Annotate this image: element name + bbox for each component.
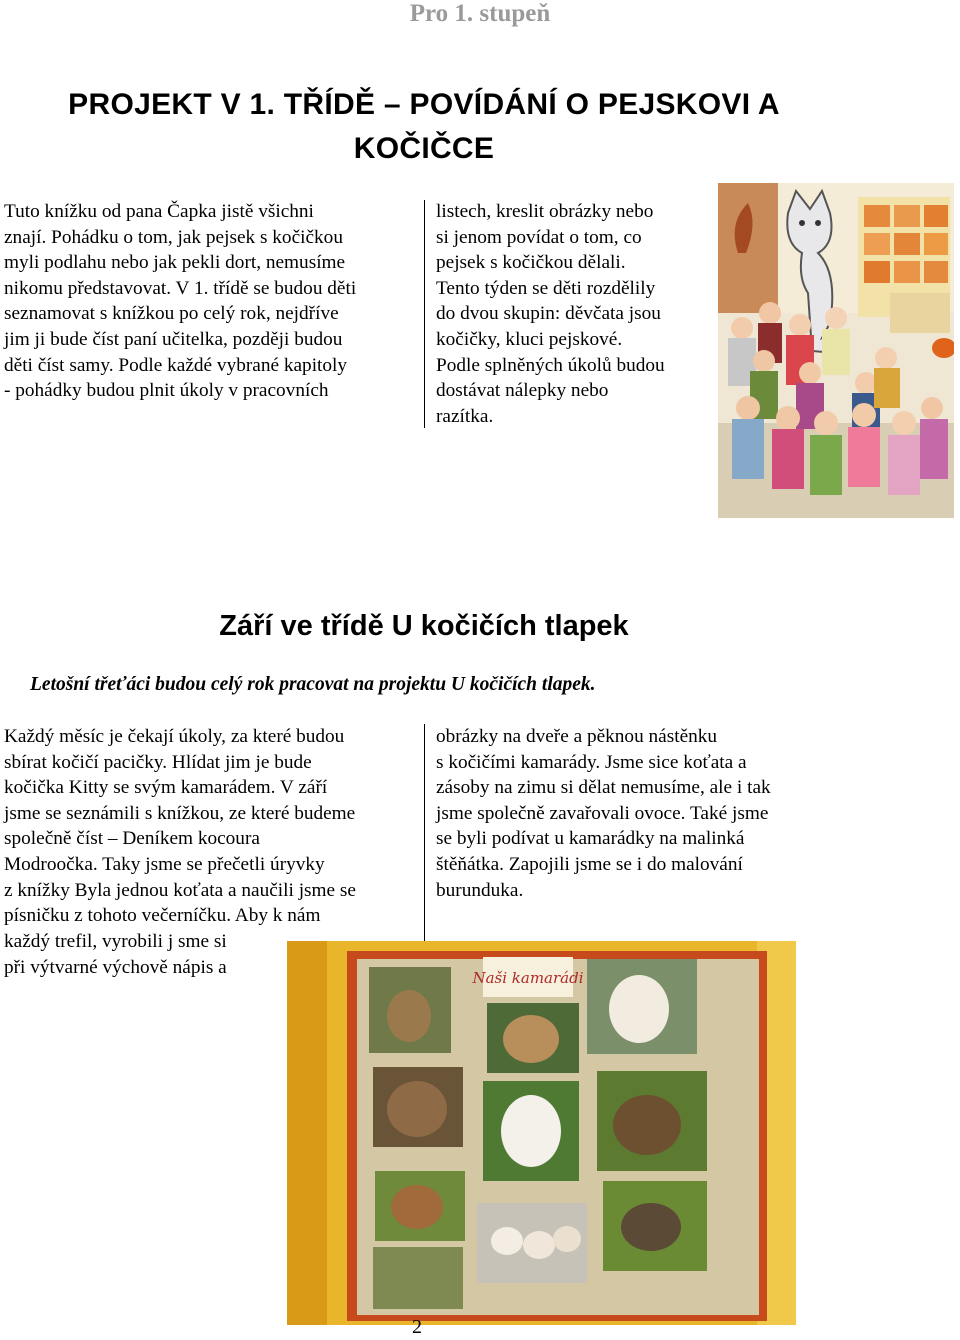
- text-line: seznamovat s knížkou po celý rok, nejdříve: [4, 303, 339, 325]
- section2-subtitle: Letošní třeťáci budou celý rok pracovat na projektu U kočičích tlapek.: [30, 674, 596, 695]
- page-number: 2: [412, 1316, 422, 1338]
- text-line: Tento týden se děti rozdělily: [436, 277, 656, 299]
- text-line: děti číst samy. Podle každé vybrané kapitoly: [4, 354, 348, 376]
- text-line: obrázky na dveře a pěknou nástěnku: [436, 726, 718, 747]
- text-line: Tuto knížku od pana Čapka jistě všichni: [4, 201, 314, 222]
- text-line: Podle splněných úkolů budou: [436, 354, 665, 376]
- section2-title: Září ve třídě U kočičích tlapek: [219, 610, 629, 642]
- text-line: myli podlahu nebo jak pekli dort, nemusíme: [4, 252, 346, 274]
- section2-left-column-tail: [4, 929, 274, 980]
- board-sign: Naši kamarádi: [472, 969, 584, 987]
- text-line: nikomu představovat. V 1. třídě se budou děti: [4, 277, 357, 299]
- text-line: kočičky, kluci pejskové.: [436, 328, 623, 350]
- text-line: kočička Kitty se svým kamarádem. V září: [4, 777, 328, 799]
- column-divider: [424, 724, 425, 942]
- section2-right-column: [436, 724, 836, 903]
- text-line: dostávat nálepky nebo: [436, 380, 609, 402]
- text-line: Modroočka. Taky jsme se přečetli úryvky: [4, 853, 325, 875]
- section1-title-line2: KOČIČCE: [353, 132, 495, 165]
- text-line: písničku z tohoto večerníčku. Aby k nám: [4, 905, 321, 927]
- text-line: při výtvarné výchově nápis a: [4, 956, 227, 978]
- text-line: burunduka.: [436, 879, 524, 901]
- text-line: - pohádky budou plnit úkoly v pracovních: [4, 380, 329, 402]
- text-line: z knížky Byla jednou koťata a naučili jsme se: [4, 879, 356, 901]
- text-line: zásoby na zimu si dělat nemusíme, ale i tak: [436, 777, 771, 799]
- text-line: každý trefil, vyrobili j sme si: [4, 931, 227, 952]
- class-photo: [718, 183, 954, 518]
- kitten-board-photo: [287, 941, 796, 1325]
- text-line: pejsek s kočičkou dělali.: [436, 252, 626, 274]
- text-line: razítka.: [436, 405, 494, 427]
- text-line: do dvou skupin: děvčata jsou: [436, 303, 661, 325]
- text-line: s kočičími kamarády. Jsme sice koťata a: [436, 751, 747, 773]
- text-line: jim ji bude číst paní učitelka, později budou: [4, 328, 343, 350]
- running-header: Pro 1. stupeň: [409, 0, 551, 27]
- text-line: sbírat kočičí pacičky. Hlídat jim je bude: [4, 751, 312, 773]
- text-line: znají. Pohádku o tom, jak pejsek s kočičkou: [4, 226, 343, 248]
- section1-title-line1: PROJEKT V 1. TŘÍDĚ – POVÍDÁNÍ O PEJSKOVI A: [68, 88, 780, 121]
- text-line: Každý měsíc je čekají úkoly, za které budou: [4, 726, 345, 747]
- column-divider: [424, 200, 425, 428]
- text-line: jsme se seznámili s knížkou, ze které budeme: [4, 802, 356, 824]
- section1-right-column: [436, 199, 711, 429]
- text-line: jsme společně zavařovali ovoce. Také jsme: [436, 802, 769, 824]
- section2-left-column: [4, 724, 414, 929]
- text-line: štěňátka. Zapojili jsme se i do malování: [436, 853, 743, 875]
- text-line: společně číst – Deníkem kocoura: [4, 828, 260, 850]
- section1-left-column: [4, 199, 414, 404]
- text-line: si jenom povídat o tom, co: [436, 226, 642, 248]
- text-line: se byli podívat u kamarádky na malinká: [436, 828, 745, 850]
- text-line: listech, kreslit obrázky nebo: [436, 201, 654, 222]
